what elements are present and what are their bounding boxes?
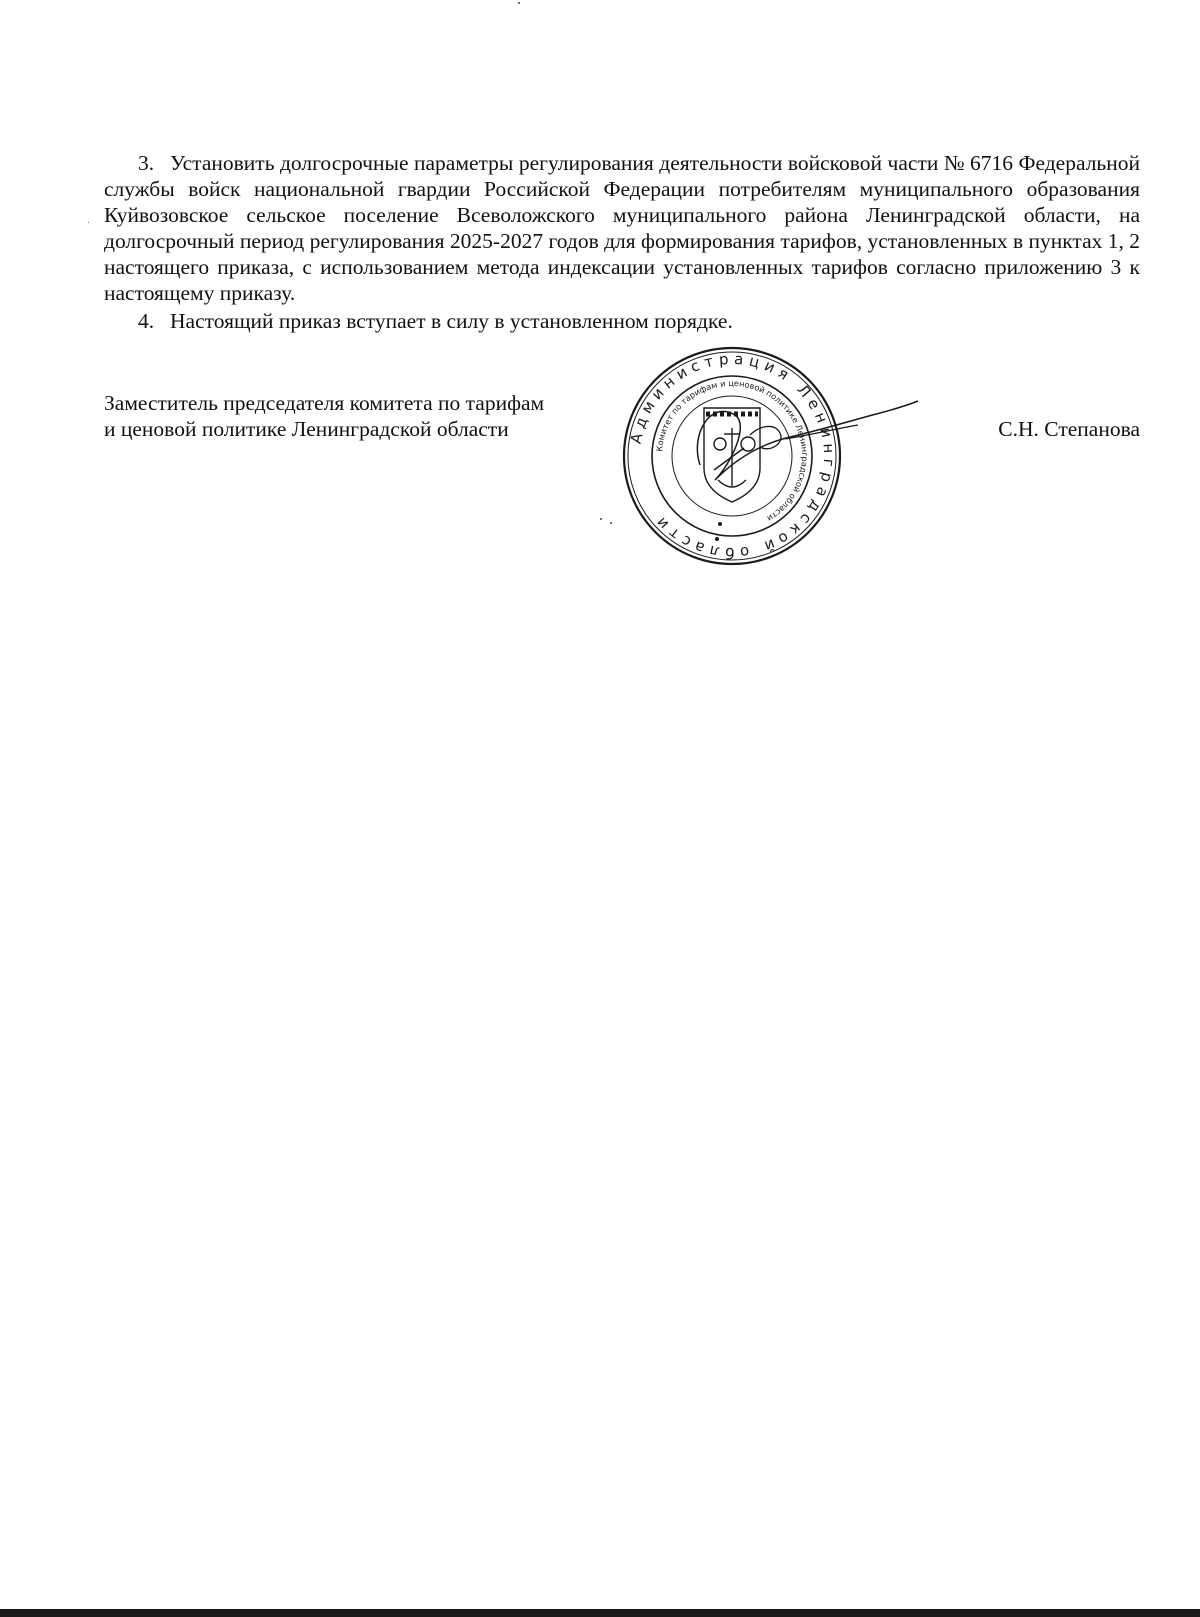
paragraph-text: Настоящий приказ вступает в силу в установленном порядке. — [170, 309, 733, 333]
paragraph-text: Установить долгосрочные параметры регулирования деятельности войсковой части № 6716 Федеральной службы войск национальной гвардии Российской Федерации потребителям муниципального образования Куйвозовское сельское поселение Всеволожского муниципального района Ленинградской области, на долгосрочный период регулирования 2025-2027 годов для формирования тарифов, установленных в пунктах 1, 2 настоящего приказа, с использованием метода индексации установленных тарифов согласно приложению 3 к настоящему приказу. — [104, 151, 1140, 305]
scan-speck — [610, 522, 612, 524]
signer-position — [104, 390, 624, 442]
seal-outer-text: Администрация Ленинградской области — [626, 349, 839, 563]
paragraph-4 — [104, 308, 1140, 334]
paragraph-3 — [104, 150, 1140, 306]
handwritten-signature — [680, 395, 920, 495]
scan-speck — [600, 518, 602, 520]
signer-position-line-2: и ценовой политике Ленинградской области — [104, 417, 509, 441]
signer-name: С.Н. Степанова — [998, 417, 1140, 441]
paragraph-number: 3. — [138, 151, 155, 175]
scan-bottom-edge — [0, 1609, 1200, 1617]
order-body — [104, 150, 1140, 334]
signer-position-line-1: Заместитель председателя комитета по тарифам — [104, 391, 545, 415]
scan-speck — [88, 222, 89, 223]
scan-speck — [518, 2, 520, 4]
paragraph-number: 4. — [138, 309, 155, 333]
seal-inner-text: Комитет по тарифам и ценовой политике Ленинградской области — [654, 377, 811, 524]
